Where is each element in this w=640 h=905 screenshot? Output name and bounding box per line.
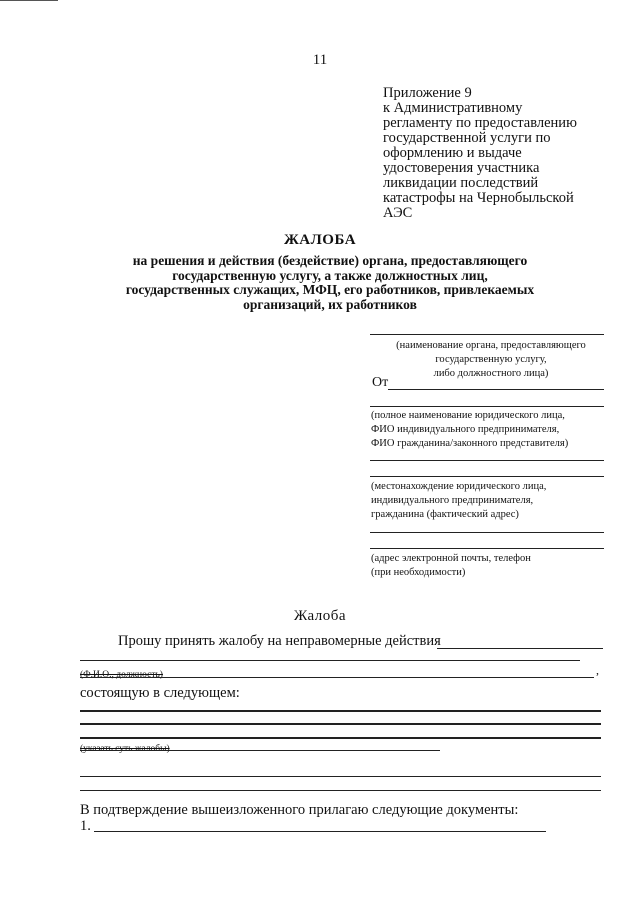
contacts-caption <box>371 552 611 580</box>
contacts-field-line[interactable] <box>370 548 604 549</box>
document-subtitle <box>95 254 565 312</box>
from-label: От <box>372 375 389 390</box>
caption-line: ФИО индивидуального предпринимателя, <box>371 424 560 435</box>
top-edge-mark <box>0 0 58 1</box>
fio-comma: , <box>596 663 599 677</box>
complaint-caption: (указать суть жалобы) <box>80 744 170 754</box>
caption-line: (полное наименование юридического лица, <box>371 410 565 421</box>
complaint-line-5[interactable] <box>80 790 601 791</box>
location-caption <box>371 480 611 522</box>
complaint-line-4[interactable] <box>80 776 601 777</box>
appendix-line: катастрофы на Чернобыльской <box>383 190 574 206</box>
appendix-line: оформлению и выдаче <box>383 145 522 161</box>
appendix-line: регламенту по предоставлению <box>383 115 577 131</box>
caption-line: индивидуального предпринимателя, <box>371 495 534 506</box>
complaint-line-2[interactable] <box>80 723 601 725</box>
complaint-title: Жалоба <box>293 608 347 624</box>
request-field-line[interactable] <box>437 648 603 649</box>
applicant-caption <box>371 409 611 451</box>
caption-line: (при необходимости) <box>371 567 466 578</box>
authority-caption <box>380 339 602 381</box>
attachment-item-number: 1. <box>80 818 91 834</box>
request-text: Прошу принять жалобу на неправомерные действия <box>118 633 441 649</box>
request-field-line-2[interactable] <box>80 660 580 661</box>
complaint-line-1[interactable] <box>80 710 601 712</box>
caption-line: ФИО гражданина/законного представителя) <box>371 438 569 449</box>
location-field-line[interactable] <box>370 476 604 477</box>
fio-field-line[interactable] <box>80 677 594 678</box>
appendix-line: ликвидации последствий <box>383 175 539 191</box>
appendix-line: Приложение 9 <box>383 85 472 101</box>
applicant-field-line[interactable] <box>370 406 604 407</box>
caption-line: гражданина (фактический адрес) <box>371 509 519 520</box>
caption-line: (наименование органа, предоставляющего <box>396 340 586 351</box>
complaint-line-3[interactable] <box>80 737 601 739</box>
document-title: ЖАЛОБА <box>283 232 357 248</box>
appendix-line: удостоверения участника <box>383 160 540 176</box>
caption-line: либо должностного лица) <box>433 368 549 379</box>
authority-field-line[interactable] <box>370 334 604 335</box>
complaint-caption-line[interactable] <box>80 750 440 751</box>
subtitle-line: государственную услугу, а также должностных лиц, <box>172 267 488 283</box>
consisting-text: состоящую в следующем: <box>80 685 240 701</box>
appendix-line: к Административному <box>383 100 523 116</box>
fio-caption: (Ф.И.О., должность) <box>80 670 163 680</box>
location-field-line-2[interactable] <box>370 532 604 533</box>
subtitle-line: организаций, их работников <box>243 296 417 312</box>
page-number: 11 <box>312 52 328 68</box>
appendix-line: АЭС <box>383 205 413 221</box>
caption-line: государственную услугу, <box>435 354 547 365</box>
attachments-text: В подтверждение вышеизложенного прилагаю следующие документы: <box>80 802 519 818</box>
caption-line: (местонахождение юридического лица, <box>371 481 547 492</box>
appendix-reference <box>383 86 623 221</box>
subtitle-line: государственных служащих, МФЦ, его работников, привлекаемых <box>125 282 535 297</box>
appendix-line: государственной услуги по <box>383 130 551 146</box>
caption-line: (адрес электронной почты, телефон <box>371 553 531 564</box>
attachment-item-line[interactable] <box>94 831 546 832</box>
subtitle-line: на решения и действия (бездействие) органа, предоставляющего <box>132 253 528 268</box>
applicant-field-line-2[interactable] <box>370 460 604 461</box>
from-field-line[interactable] <box>388 389 604 390</box>
